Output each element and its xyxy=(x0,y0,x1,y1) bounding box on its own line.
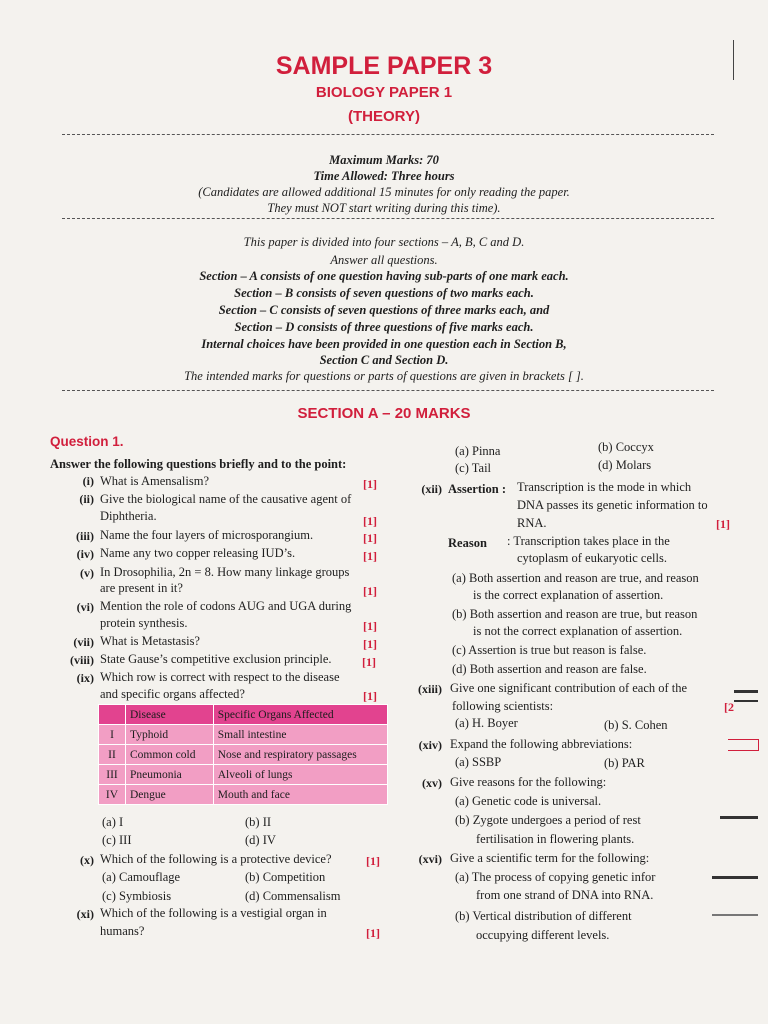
table-cell: Mouth and face xyxy=(213,785,387,805)
time-allowed: Time Allowed: Three hours xyxy=(313,169,455,183)
item-number: (ix) xyxy=(76,671,94,685)
option: (a) Both assertion and reason are true, and reason xyxy=(452,571,699,585)
option: (a) I xyxy=(102,815,124,829)
option: (a) Pinna xyxy=(455,444,501,458)
question-heading: Question 1. xyxy=(50,434,124,449)
item-text: cytoplasm of eukaryotic cells. xyxy=(517,551,667,565)
item-number: (viii) xyxy=(70,653,94,667)
instruction-line: Section C and Section D. xyxy=(319,353,449,367)
option: (b) Coccyx xyxy=(598,440,654,454)
divider xyxy=(62,218,714,219)
item-text: Transcription is the mode in which xyxy=(517,480,692,494)
table-cell: Nose and respiratory passages xyxy=(213,745,387,765)
paper-subtitle: BIOLOGY PAPER 1 xyxy=(315,84,453,101)
option: (a) Camouflage xyxy=(102,870,181,884)
option: from one strand of DNA into RNA. xyxy=(476,888,654,902)
table-cell: IV xyxy=(99,785,126,805)
marks: [1] xyxy=(366,926,380,940)
edge-mark xyxy=(712,876,758,879)
table-cell: Alveoli of lungs xyxy=(213,765,387,785)
item-text: : Transcription takes place in the xyxy=(507,534,670,548)
table-cell: Pneumonia xyxy=(126,765,214,785)
marks: [1] xyxy=(363,531,377,545)
item-text: Which of the following is a vestigial organ in xyxy=(100,906,327,920)
table-header-row xyxy=(99,705,388,725)
instruction-line: Section – D consists of three questions of five marks each. xyxy=(234,320,534,334)
table-cell: II xyxy=(99,745,126,765)
item-text: Which of the following is a protective device? xyxy=(100,852,332,866)
option: (c) Tail xyxy=(455,461,492,475)
marks: [1] xyxy=(363,549,377,563)
option: (c) Assertion is true but reason is false. xyxy=(452,643,647,657)
table-row xyxy=(99,765,388,785)
item-text: Diphtheria. xyxy=(100,509,157,523)
item-text: Name any two copper releasing IUD’s. xyxy=(100,546,296,560)
option: (d) Commensalism xyxy=(245,889,341,903)
item-number: (xvi) xyxy=(418,852,442,866)
option: (d) Molars xyxy=(598,458,652,472)
margin-rule xyxy=(733,40,734,80)
divider xyxy=(62,390,714,391)
item-number: (ii) xyxy=(79,492,94,506)
item-number: (iii) xyxy=(76,529,94,543)
instruction-line: Section – B consists of seven questions of two marks each. xyxy=(234,286,534,300)
item-number: (xiv) xyxy=(418,738,442,752)
item-text: following scientists: xyxy=(452,699,554,713)
marks: [1] xyxy=(363,584,377,598)
marks: [1] xyxy=(363,477,377,491)
item-number: (vii) xyxy=(73,635,94,649)
marks: [1] xyxy=(363,637,377,651)
option: is the correct explanation of assertion. xyxy=(473,588,664,602)
table-cell: Typhoid xyxy=(126,725,214,745)
item-text: Expand the following abbreviations: xyxy=(450,737,633,751)
item-number: (xv) xyxy=(422,776,442,790)
marks: [1] xyxy=(716,517,730,531)
option: (a) SSBP xyxy=(455,755,502,769)
instruction-line: Answer all questions. xyxy=(330,253,438,267)
instruction-line: Internal choices have been provided in one question each in Section B, xyxy=(201,337,567,351)
paper-title: SAMPLE PAPER 3 xyxy=(275,52,493,80)
marks: [1] xyxy=(366,854,380,868)
edge-mark xyxy=(712,914,758,916)
item-number: (xiii) xyxy=(418,682,442,696)
item-text: What is Metastasis? xyxy=(100,634,200,648)
option: (b) S. Cohen xyxy=(604,718,668,732)
note-line-2: They must NOT start writing during this time). xyxy=(267,201,501,215)
disease-table xyxy=(98,704,388,805)
marks: [1] xyxy=(363,689,377,703)
edge-mark xyxy=(734,690,758,693)
item-number: (v) xyxy=(80,566,94,580)
reason-label: Reason xyxy=(448,536,487,550)
table-cell: Dengue xyxy=(126,785,214,805)
table-cell: Common cold xyxy=(126,745,214,765)
option: is not the correct explanation of assertion. xyxy=(473,624,683,638)
edge-mark xyxy=(734,700,758,702)
option: occupying different levels. xyxy=(476,928,610,942)
divider xyxy=(62,134,714,135)
item-text: Which row is correct with respect to the disease xyxy=(100,670,340,684)
table-header xyxy=(99,705,126,725)
table-cell: I xyxy=(99,725,126,745)
item-text: What is Amensalism? xyxy=(100,474,210,488)
section-heading: SECTION A – 20 MARKS xyxy=(297,405,471,422)
item-text: RNA. xyxy=(517,516,547,530)
table-cell: Small intestine xyxy=(213,725,387,745)
option: (b) Vertical distribution of different xyxy=(455,909,632,923)
item-number: (vi) xyxy=(76,600,94,614)
option: (c) Symbiosis xyxy=(102,889,172,903)
option: (d) Both assertion and reason are false. xyxy=(452,662,647,676)
table-row xyxy=(99,785,388,805)
item-text: Give a scientific term for the following: xyxy=(450,851,650,865)
edge-mark xyxy=(720,816,758,819)
table-header: Specific Organs Affected xyxy=(213,705,387,725)
marks: [2 xyxy=(724,700,734,714)
option: (a) The process of copying genetic infor xyxy=(455,870,656,884)
option: (b) PAR xyxy=(604,756,645,770)
item-number: (iv) xyxy=(76,547,94,561)
item-text: are present in it? xyxy=(100,581,183,595)
item-text: Name the four layers of microsporangium. xyxy=(100,528,314,542)
instruction-line: Section – C consists of seven questions of three marks each, and xyxy=(218,303,550,317)
paper-theory: (THEORY) xyxy=(348,108,420,125)
item-text: humans? xyxy=(100,924,145,938)
item-number: (xi) xyxy=(76,907,94,921)
table-row xyxy=(99,745,388,765)
question-instruction: Answer the following questions briefly and to the point: xyxy=(50,457,347,471)
item-text: Mention the role of codons AUG and UGA during xyxy=(100,599,352,613)
edge-box xyxy=(728,739,759,751)
item-text: protein synthesis. xyxy=(100,616,188,630)
option: (b) Competition xyxy=(245,870,326,884)
item-text: State Gause’s competitive exclusion principle. xyxy=(100,652,332,666)
assertion-label: Assertion : xyxy=(448,482,506,496)
item-number: (xii) xyxy=(421,482,442,496)
option: (b) II xyxy=(245,815,272,829)
marks: [1] xyxy=(362,655,376,669)
option: (d) IV xyxy=(245,833,276,847)
item-text: DNA passes its genetic information to xyxy=(517,498,708,512)
item-number: (i) xyxy=(82,474,94,488)
option: (b) Zygote undergoes a period of rest xyxy=(455,813,641,827)
marks: [1] xyxy=(363,514,377,528)
instruction-line: The intended marks for questions or parts of questions are given in brackets [ ]. xyxy=(184,369,584,383)
option: (b) Both assertion and reason are true, but reason xyxy=(452,607,698,621)
max-marks: Maximum Marks: 70 xyxy=(329,153,439,167)
table-cell: III xyxy=(99,765,126,785)
item-text: In Drosophilia, 2n = 8. How many linkage groups xyxy=(100,565,350,579)
instruction-line: Section – A consists of one question having sub-parts of one mark each. xyxy=(199,269,569,283)
note-line-1: (Candidates are allowed additional 15 minutes for only reading the paper. xyxy=(198,185,570,199)
option: (c) III xyxy=(102,833,132,847)
table-row xyxy=(99,725,388,745)
option: fertilisation in flowering plants. xyxy=(476,832,635,846)
instruction-line: This paper is divided into four sections – A, B, C and D. xyxy=(243,235,525,249)
item-text: Give the biological name of the causative agent of xyxy=(100,492,352,506)
marks: [1] xyxy=(363,619,377,633)
item-number: (x) xyxy=(80,853,94,867)
item-text: Give one significant contribution of each of the xyxy=(450,681,688,695)
option: (a) H. Boyer xyxy=(455,716,518,730)
table-header: Disease xyxy=(126,705,214,725)
option: (a) Genetic code is universal. xyxy=(455,794,602,808)
item-text: and specific organs affected? xyxy=(100,687,245,701)
item-text: Give reasons for the following: xyxy=(450,775,607,789)
